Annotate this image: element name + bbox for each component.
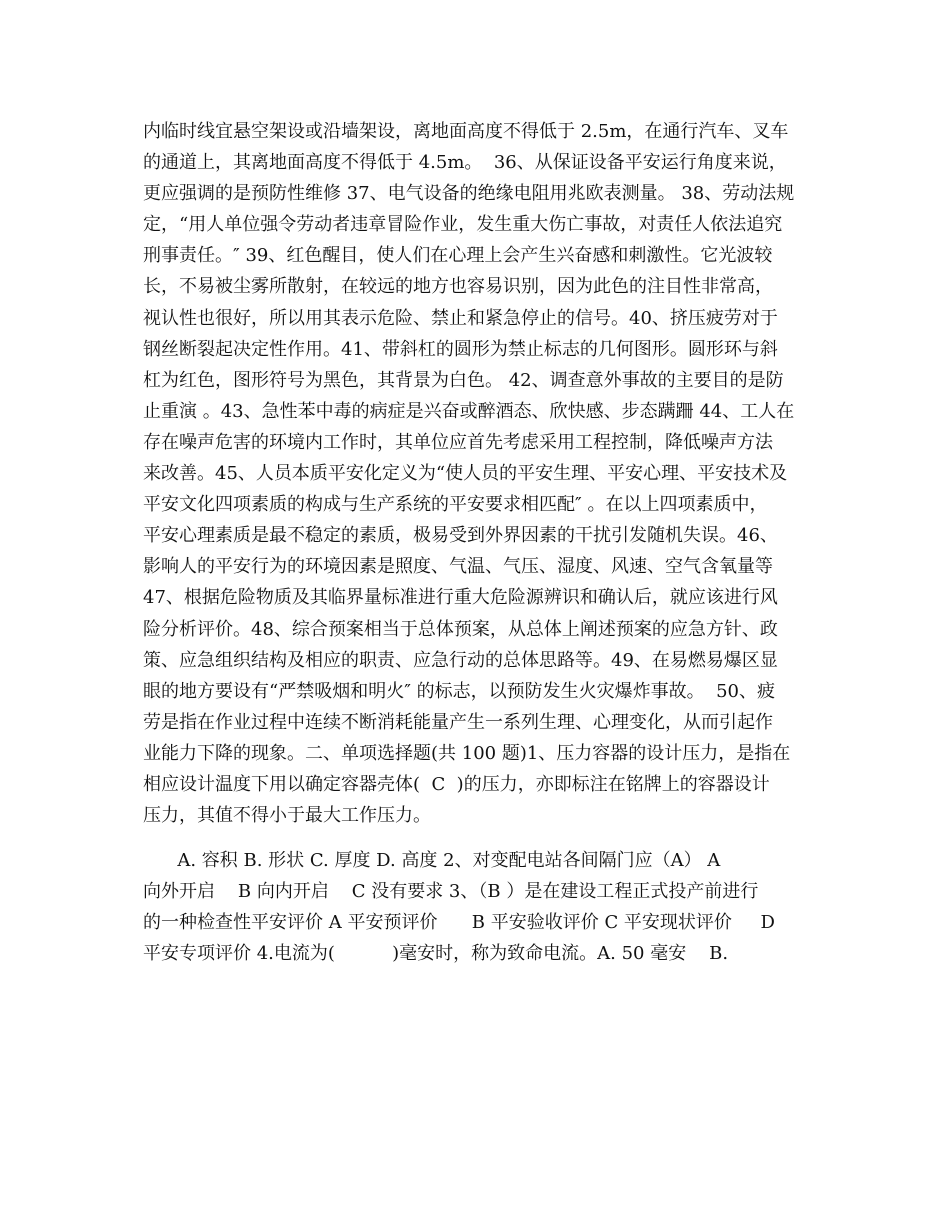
text-line: 长，不易被尘雾所散射，在较远的地方也容易识别，因为此色的注目性非常高，	[143, 276, 773, 298]
text-line: 刑事责任。″ 39、红色醒目，使人们在心理上会产生兴奋感和刺激性。它光波较	[143, 245, 773, 267]
text-line: 止重演 。43、急性苯中毒的病症是兴奋或醉酒态、欣快感、步态蹒跚 44、工人在	[143, 400, 795, 422]
text-line: 视认性也很好，所以用其表示危险、禁止和紧急停止的信号。40、挤压疲劳对于	[143, 307, 778, 329]
text-line: 平安心理素质是最不稳定的素质，极易受到外界因素的干扰引发随机失误。46、	[143, 525, 778, 547]
text-line: A. 容积 B. 形状 C. 厚度 D. 高度 2、对变配电站各间隔门应（A） A	[143, 850, 721, 872]
text-line: 险分析评价。48、综合预案相当于总体预案，从总体上阐述预案的应急方针、政	[143, 618, 778, 640]
text-line: 杠为红色，图形符号为黑色，其背景为白色。 42、调查意外事故的主要目的是防	[143, 369, 784, 391]
text-line: 劳是指在作业过程中连续不断消耗能量产生一系列生理、心理变化，从而引起作	[143, 711, 773, 733]
text-line: 策、应急组织结构及相应的职责、应急行动的总体思路等。49、在易燃易爆区显	[143, 649, 778, 671]
text-line: 眼的地方要设有“严禁吸烟和明火″ 的标志，以预防发生火灾爆炸事故。 50、疲	[143, 680, 775, 702]
text-line: 业能力下降的现象。二、单项选择题(共 100 题)1、压力容器的设计压力，是指在	[143, 742, 791, 764]
text-line: 平安专项评价 4.电流为( )毫安时，称为致命电流。A. 50 毫安 B.	[143, 943, 729, 965]
text-line: 压力，其值不得小于最大工作压力。	[143, 805, 431, 827]
text-line: 存在噪声危害的环境内工作时，其单位应首先考虑采用工程控制，降低噪声方法	[143, 431, 773, 453]
text-line: 的一种检查性平安评价 A 平安预评价 B 平安验收评价 C 平安现状评价 D	[143, 912, 775, 934]
text-line: 向外开启 B 向内开启 C 没有要求 3、（B ）是在建设工程正式投产前进行	[143, 881, 759, 903]
text-line: 定，“用人单位强令劳动者违章冒险作业，发生重大伤亡事故，对责任人依法追究	[143, 214, 783, 236]
text-line: 来改善。45、人员本质平安化定义为“使人员的平安生理、平安心理、平安技术及	[143, 463, 788, 485]
text-line: 平安文化四项素质的构成与生产系统的平安要求相匹配″ 。在以上四项素质中，	[143, 494, 768, 516]
text-line: 影响人的平安行为的环境因素是照度、气温、气压、湿度、风速、空气含氧量等	[143, 556, 773, 578]
text-line: 相应设计温度下用以确定容器壳体( C )的压力，亦即标注在铭牌上的容器设计	[143, 773, 770, 795]
text-line: 47、根据危险物质及其临界量标准进行重大危险源辨识和确认后，就应该进行风	[143, 587, 778, 609]
text-line: 更应强调的是预防性维修 37、电气设备的绝缘电阻用兆欧表测量。 38、劳动法规	[143, 183, 795, 205]
text-line: 内临时线宜悬空架设或沿墙架设，离地面高度不得低于 2.5m，在通行汽车、叉车	[143, 121, 789, 142]
body-text	[143, 116, 808, 970]
text-line: 的通道上，其离地面高度不得低于 4.5m。 36、从保证设备平安运行角度来说，	[143, 152, 787, 174]
text-line: 钢丝断裂起决定性作用。41、带斜杠的圆形为禁止标志的几何图形。圆形环与斜	[143, 338, 778, 360]
